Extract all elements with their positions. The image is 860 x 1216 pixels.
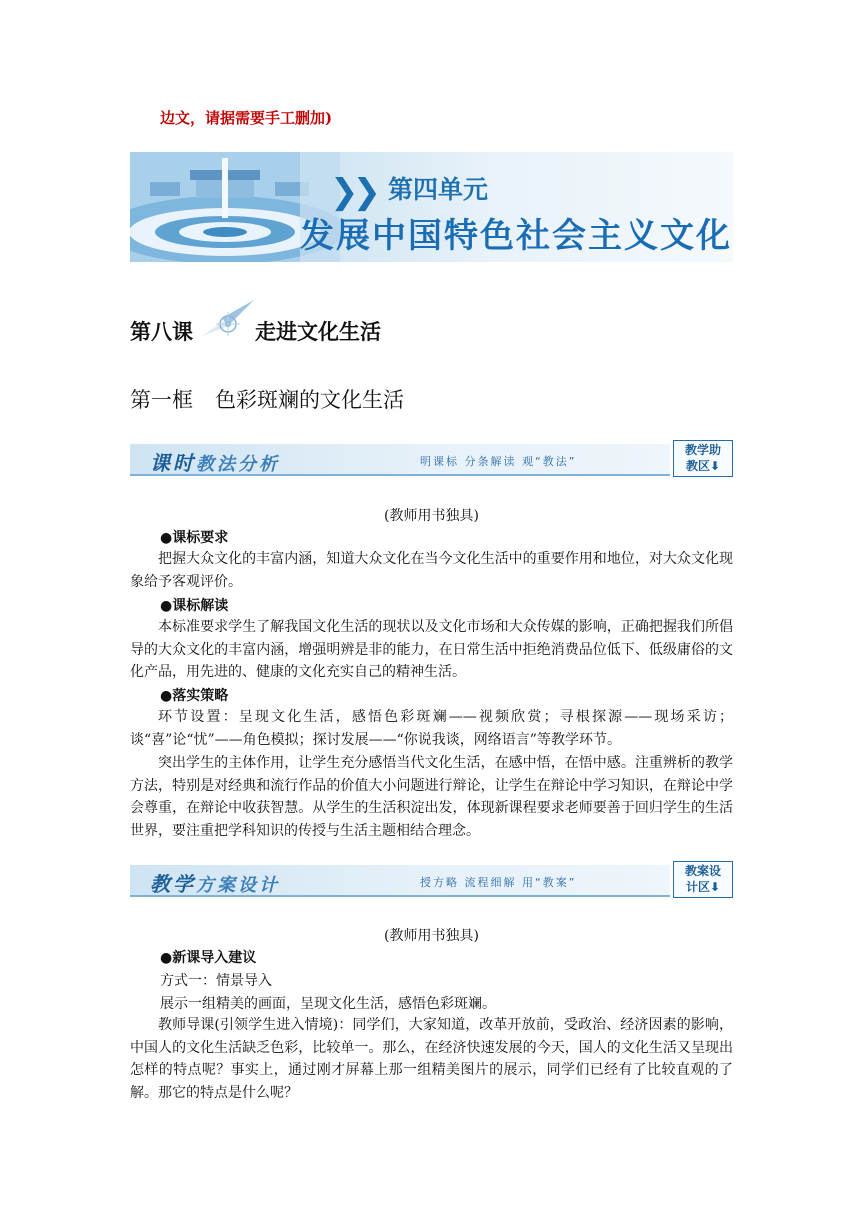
teaching-plan-band [130,861,733,899]
section-heading [130,384,404,414]
lesson-plan-box: 教案设 计区⬇ [673,861,733,898]
paragraph-kebiao: 把握大众文化的丰富内涵，知道大众文化在当今文化生活中的重要作用和地位，对大众文化现象给予客观评价。 [130,551,733,590]
intro-method: 方式一：情景导入 [160,973,272,989]
unit-title: 发展中国特色社会主义文化 [300,216,732,256]
intro-line: 展示一组精美的画面，呈现文化生活，感悟色彩斑斓。 [160,996,496,1012]
paragraph-celue-2: 突出学生的主体作用，让学生充分感悟当代文化生活，在感中悟，在悟中感。注重辨析的教学方法，特别是对经典和流行作品的价值大小问题进行辩论，让学生在辩论中学习知识，在辩论中学会尊重，在辩论中收获智慧。从学生的生活积淀出发，体现新课程要求老师要善于回归学生的生活世界，要注重把学科知识的传授与生活主题相结合理念。 [130,755,733,839]
band-title: 教学方案设计 [150,872,280,896]
lesson-number: 第八课 [130,320,193,344]
band-slogan: 授方略 流程细解 用“教案” [420,876,577,889]
section-number: 第一框 [130,388,193,412]
double-chevron-right-icon: ❯❯ [330,172,375,212]
margin-note: 边文，请据需要手工删加) [160,109,333,127]
section-title: 色彩斑斓的文化生活 [215,388,404,412]
heading-kebiao: ●课标要求 [160,530,229,546]
heading-jiedu: ●课标解读 [160,598,229,614]
unit-banner [130,152,733,262]
compass-rose-icon [198,296,258,344]
lesson-analysis-band [130,440,733,478]
heading-celue: ●落实策略 [160,688,229,704]
band-title: 课时教法分析 [150,451,280,475]
lesson-title: 走进文化生活 [255,320,381,344]
teacher-only-note: (教师用书独具) [384,508,479,524]
heading-intro: ●新课导入建议 [160,950,257,966]
band-slogan: 明课标 分条解读 观“教法” [420,455,577,468]
teaching-aid-box: 教学助 教区⬇ [673,440,733,477]
paragraph-teacher-intro: 教师导课(引领学生进入情境)：同学们，大家知道，改革开放前，受政治、经济因素的影响，中国人的文化生活缺乏色彩，比较单一。那么，在经济快速发展的今天，国人的文化生活又呈现出怎样的特点呢？事实上，通过刚才屏幕上那一组精美图片的展示，同学们已经有了比较直观的了解。那它的特点是什么呢？ [130,1017,733,1101]
paragraph-jiedu: 本标准要求学生了解我国文化生活的现状以及文化市场和大众传媒的影响，正确把握我们所倡导的大众文化的丰富内涵，增强明辨是非的能力，在日常生活中拒绝消费品位低下、低级庸俗的文化产品，用先进的、健康的文化充实自己的精神生活。 [130,619,733,680]
teacher-only-note: (教师用书独具) [384,928,479,944]
unit-label: 第四单元 [388,175,489,204]
paragraph-celue-1: 环节设置：呈现文化生活，感悟色彩斑斓——视频欣赏；寻根探源——现场采访；谈“喜”论“忧”——角色模拟；探讨发展——“你说我谈，网络语言”等教学环节。 [130,709,733,748]
